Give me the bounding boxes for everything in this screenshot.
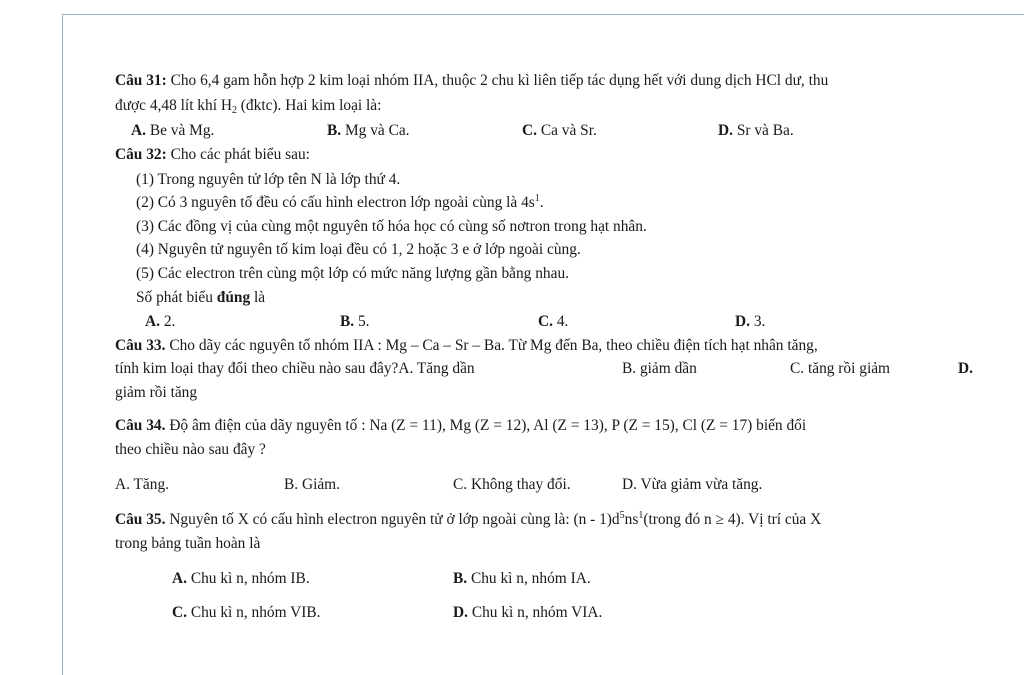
q35-line-1: Câu 35. Nguyên tố X có cấu hình electron nguyên tử ở lớp ngoài cùng là: $(n - 1)d^5ns^1(trong$ đó n ≥ 4). Vị trí của X (115, 510, 822, 528)
q34-option-a: A. Tăng. (115, 476, 170, 493)
q32-option-b: B. 5. (340, 313, 370, 330)
q32-option-a: A. 2. (145, 313, 176, 330)
q33-line-3: giảm rồi tăng (115, 384, 198, 401)
q31-label: Câu 31: (115, 72, 167, 89)
q34-line-1: Câu 34. Độ âm điện của dãy nguyên tố : Na (Z = 11), Mg (Z = 12), Al (Z = 13), P (Z = 15), Cl (Z = 17) biến đổi (115, 417, 807, 434)
q34-option-d: D. Vừa giảm vừa tăng. (622, 476, 763, 493)
q32-option-c: C. 4. (538, 313, 569, 330)
q32-line-intro: Câu 32: Cho các phát biểu sau: (115, 146, 310, 163)
q31-line-2 (115, 96, 381, 116)
q35-label: Câu 35. (115, 511, 166, 528)
q32-statement-4: (4) Nguyên tử nguyên tố kim loại đều có 1, 2 hoặc 3 e ở lớp ngoài cùng. (136, 241, 581, 258)
q33-label: Câu 33. (115, 337, 166, 354)
q31-line-1 (115, 71, 828, 91)
q32-count-line: Số phát biểu đúng là (136, 289, 266, 306)
q32-statement-3: (3) Các đồng vị của cùng một nguyên tố hóa học có cùng số nơtron trong hạt nhân. (136, 218, 647, 235)
q31-subscript: 2 (231, 105, 237, 116)
q32-label: Câu 32: (115, 146, 167, 163)
q31-text-2b: (đktc). Hai kim loại là: (236, 97, 382, 114)
q31-text-2a: được 4,48 lít khí H (115, 97, 232, 114)
q33-option-c: C. tăng rồi giảm (790, 360, 891, 377)
q33-option-b: B. giảm dần (622, 360, 697, 377)
q35-line-2: trong bảng tuần hoàn là (115, 535, 261, 552)
q31-option-c: C. Ca và Sr. (522, 122, 597, 139)
q35-option-b: B. Chu kì n, nhóm IA. (453, 570, 591, 587)
q31-text-1: Cho 6,4 gam hỗn hợp 2 kim loại nhóm IIA, thuộc 2 chu kì liên tiếp tác dụng hết với dung dịch HCl dư, thu (166, 72, 829, 89)
q32-statement-1: (1) Trong nguyên tử lớp tên N là lớp thứ 4. (136, 171, 401, 188)
q34-line-2: theo chiều nào sau đây ? (115, 441, 266, 458)
q31-option-d: D. Sr và Ba. (718, 122, 794, 139)
q33-option-d: D. (958, 360, 973, 377)
q32-statement-5: (5) Các electron trên cùng một lớp có mức năng lượng gần bằng nhau. (136, 265, 569, 282)
q35-option-a: A. Chu kì n, nhóm IB. (172, 570, 310, 587)
q34-label: Câu 34. (115, 417, 166, 434)
q35-option-d: D. Chu kì n, nhóm VIA. (453, 604, 603, 621)
q34-option-b: B. Giảm. (284, 476, 341, 493)
q31-option-a: A. Be và Mg. (131, 122, 215, 139)
q33-line-1: Câu 33. Cho dãy các nguyên tố nhóm IIA : Mg – Ca – Sr – Ba. Từ Mg đến Ba, theo chiều điện tích hạt nhân tăng, (115, 337, 818, 354)
q32-statement-2: (2) Có 3 nguyên tố đều có cấu hình electron lớp ngoài cùng là $4s^1$. (136, 193, 544, 211)
q32-option-d: D. 3. (735, 313, 766, 330)
q33-line-2: tính kim loại thay đổi theo chiều nào sau đây?A. Tăng dần (115, 360, 475, 377)
q34-option-c: C. Không thay đổi. (453, 476, 571, 493)
q31-option-b: B. Mg và Ca. (327, 122, 410, 139)
q35-option-c: C. Chu kì n, nhóm VIB. (172, 604, 321, 621)
